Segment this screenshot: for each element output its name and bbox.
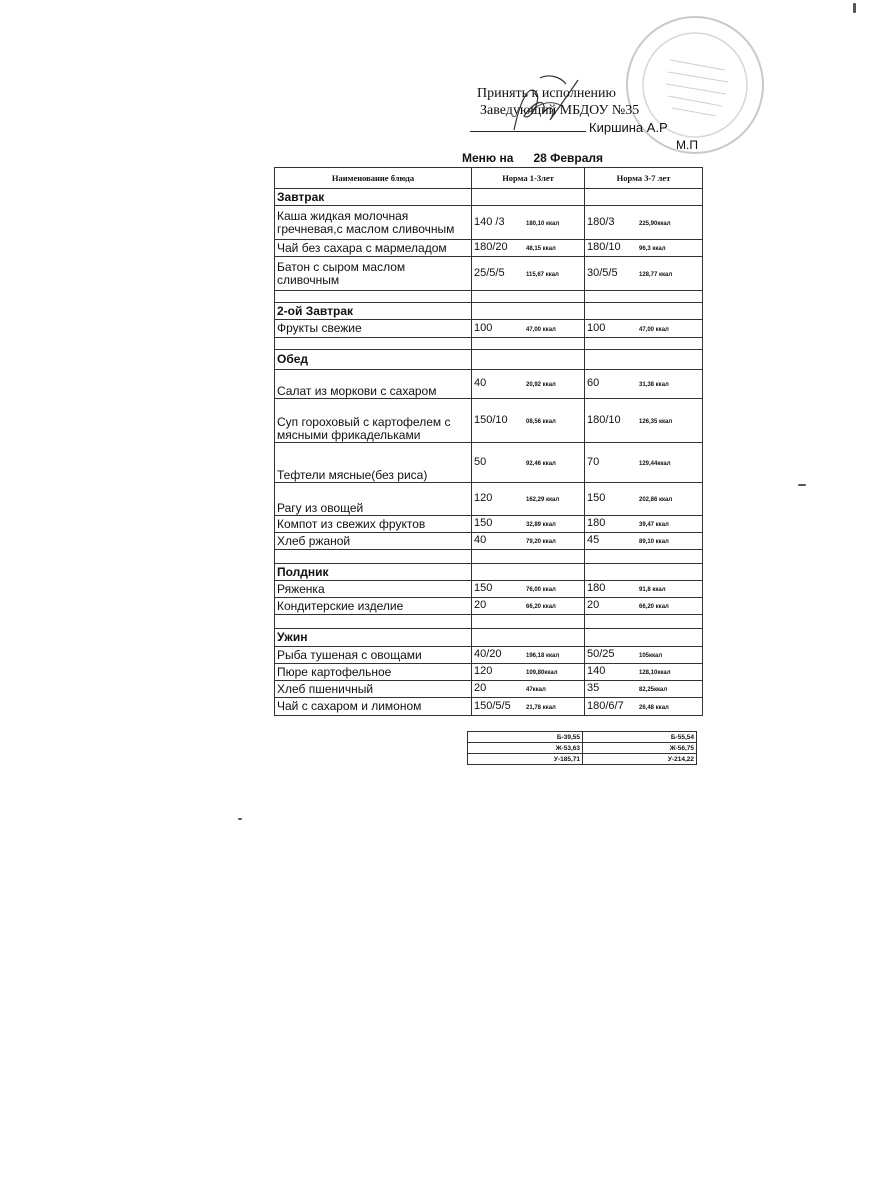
table-row [275,664,703,681]
menu-table [274,167,703,716]
protein-total-2: Б-55,54 [583,732,697,743]
norm2-cell: 150 202,86 ккал [585,483,703,516]
norm2-cell: 30/5/5 128,77 ккал [585,257,703,291]
dish-name: Рагу из овощей [275,483,472,516]
norm1-cell: 25/5/5 115,67 ккал [472,257,585,291]
approval-line-2: Заведующий МБДОУ №35 [480,103,640,118]
section-row [275,303,703,320]
scan-speck [238,818,242,820]
norm1-cell: 100 47,00 ккал [472,320,585,338]
norm2-cell: 180/6/7 26,48 ккал [585,698,703,716]
norm2-cell: 180/10 96,3 ккал [585,240,703,257]
norm2-cell: 20 66,20 ккал [585,598,703,615]
empty-row [275,615,703,629]
table-row [275,598,703,615]
title-label: Меню на [462,151,514,165]
dish-name: Рыба тушеная с овощами [275,647,472,664]
fat-total-2: Ж-56,75 [583,743,697,754]
signatory-name: Киршина А.Р [589,120,668,135]
dish-name: Ряженка [275,581,472,598]
norm2-cell: 45 89,10 ккал [585,533,703,550]
norm2-cell: 35 82,25ккал [585,681,703,698]
norm2-cell: 100 47,00 ккал [585,320,703,338]
section-row [275,629,703,647]
norm2-cell: 180 39,47 ккал [585,516,703,533]
table-row [275,698,703,716]
protein-total-1: Б-39,55 [468,732,583,743]
nutrition-totals-table [467,731,697,765]
scan-speck [853,3,856,13]
dish-name: Чай без сахара с мармеладом [275,240,472,257]
table-row [275,370,703,399]
dish-name: Батон с сыром маслом сливочным [275,257,472,291]
dish-name: Компот из свежих фруктов [275,516,472,533]
table-row [275,581,703,598]
norm1-cell: 120 162,29 ккал [472,483,585,516]
approval-line-1: Принять к исполнению [477,86,616,101]
section-title: Завтрак [275,189,472,206]
norm2-cell: 60 31,38 ккал [585,370,703,399]
section-row [275,189,703,206]
dish-name: Чай с сахаром и лимоном [275,698,472,716]
signature-line [470,131,586,132]
norm1-cell: 120 109,80ккал [472,664,585,681]
table-row [275,681,703,698]
dish-name: Пюре картофельное [275,664,472,681]
dish-name: Каша жидкая молочная гречневая,с маслом сливочным [275,206,472,240]
table-row [275,206,703,240]
norm1-cell: 40/20 196,18 ккал [472,647,585,664]
column-header-norm2: Норма 3-7 лет [585,168,703,189]
section-title: Обед [275,350,472,370]
norm2-cell: 180 91,8 ккал [585,581,703,598]
section-title: Полдник [275,564,472,581]
column-header-norm1: Норма 1-3лет [472,168,585,189]
page-title [462,151,603,165]
norm1-cell: 150/5/5 21,78 ккал [472,698,585,716]
norm2-cell: 180/3 225,90ккал [585,206,703,240]
norm1-cell: 140 /3 180,10 ккал [472,206,585,240]
stamp-place-label: М.П [676,138,698,152]
section-row [275,350,703,370]
table-row [275,516,703,533]
norm2-cell: 70 129,44ккал [585,443,703,483]
empty-row [275,550,703,564]
dish-name: Тефтели мясные(без риса) [275,443,472,483]
dish-name: Салат из моркови с сахаром [275,370,472,399]
scan-speck [798,484,806,486]
column-header-dish: Наименование блюда [275,168,472,189]
norm1-cell: 20 66,20 ккал [472,598,585,615]
dish-name: Фрукты свежие [275,320,472,338]
table-row [275,240,703,257]
table-row [275,399,703,443]
table-row [275,483,703,516]
empty-row [275,338,703,350]
section-title: 2-ой Завтрак [275,303,472,320]
table-row [275,443,703,483]
section-title: Ужин [275,629,472,647]
totals-row-carbs [468,754,697,765]
table-row [275,320,703,338]
totals-row-protein [468,732,697,743]
norm1-cell: 40 79,20 ккал [472,533,585,550]
table-row [275,257,703,291]
totals-row-fat [468,743,697,754]
norm1-cell: 40 20,92 ккал [472,370,585,399]
title-date: 28 Февраля [533,151,604,165]
section-row [275,564,703,581]
dish-name: Хлеб ржаной [275,533,472,550]
norm1-cell: 50 92,46 ккал [472,443,585,483]
norm1-cell: 150/10 08,56 ккал [472,399,585,443]
dish-name: Кондитерские изделие [275,598,472,615]
empty-row [275,291,703,303]
norm2-cell: 180/10 126,35 ккал [585,399,703,443]
norm1-cell: 20 47ккал [472,681,585,698]
carbs-total-2: У-214,22 [583,754,697,765]
norm1-cell: 150 76,00 ккал [472,581,585,598]
dish-name: Суп гороховый с картофелем с мясными фрикадельками [275,399,472,443]
norm2-cell: 140 128,10ккал [585,664,703,681]
norm2-cell: 50/25 105ккал [585,647,703,664]
dish-name: Хлеб пшеничный [275,681,472,698]
table-row [275,533,703,550]
norm1-cell: 180/20 48,15 ккал [472,240,585,257]
fat-total-1: Ж-53,63 [468,743,583,754]
carbs-total-1: У-185,71 [468,754,583,765]
table-row [275,647,703,664]
norm1-cell: 150 32,89 ккал [472,516,585,533]
